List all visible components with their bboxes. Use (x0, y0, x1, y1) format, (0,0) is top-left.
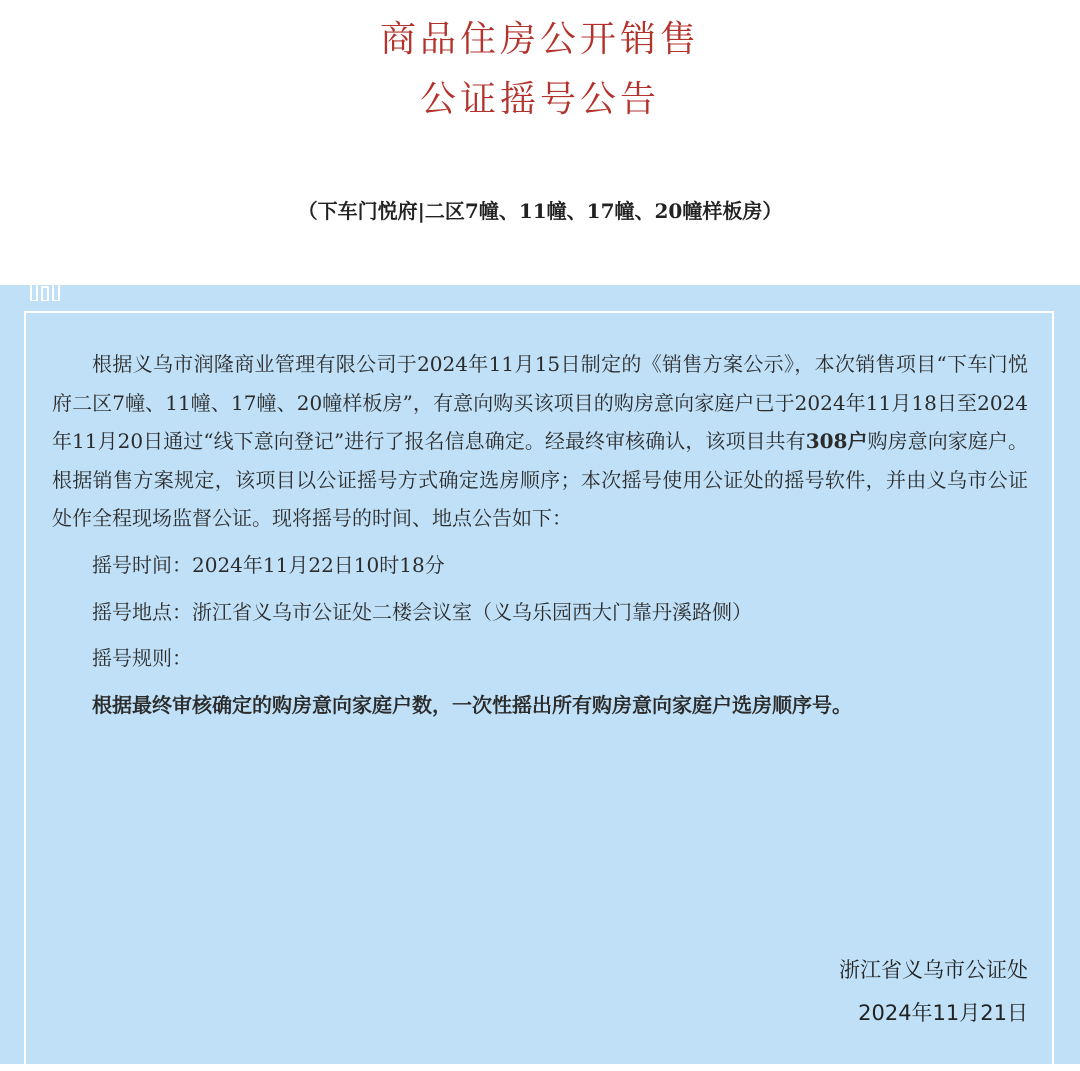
bar-chart-decoration-icon (30, 273, 60, 301)
announcement-body (52, 345, 1028, 724)
lottery-rules-label: 摇号规则： (92, 646, 192, 671)
lottery-rules-text: 根据最终审核确定的购房意向家庭户数，一次性摇出所有购房意向家庭户选房顺序号。 (92, 692, 852, 717)
lottery-place: 摇号地点：浙江省义乌市公证处二楼会议室（义乌乐园西大门靠丹溪路侧） (92, 599, 752, 624)
household-count: 308户 (805, 429, 868, 454)
intro-paragraph (52, 345, 1028, 538)
title-line-2: 公证摇号公告 (419, 79, 660, 120)
subtitle: （下车门悦府|二区7幢、11幢、17幢、20幢样板房） (297, 199, 783, 223)
signature-date: 2024年11月21日 (858, 1001, 1028, 1025)
lottery-time: 摇号时间：2024年11月22日10时18分 (92, 552, 445, 577)
intro-text-2: 购房意向家庭户。根据销售方案规定，该项目以公证摇号方式确定选房顺序；本次摇号使用公证处的摇号软件，并由义乌市公证处作全程现场监督公证。现将摇号的时间、地点公告如下： (52, 429, 1028, 531)
title-line-1: 商品住房公开销售 (379, 19, 700, 60)
signature-org: 浙江省义乌市公证处 (839, 958, 1028, 982)
intro-text-1: 根据义乌市润隆商业管理有限公司于2024年11月15日制定的《销售方案公示》，本次销售项目“下车门悦府二区7幢、11幢、17幢、20幢样板房”，有意向购买该项目的购房意向家庭户已于2024年11月18日至2024年11月20日通过“线下意向登记”进行了报名信息确定。经最终审核确认，该项目共有 (52, 352, 1028, 454)
